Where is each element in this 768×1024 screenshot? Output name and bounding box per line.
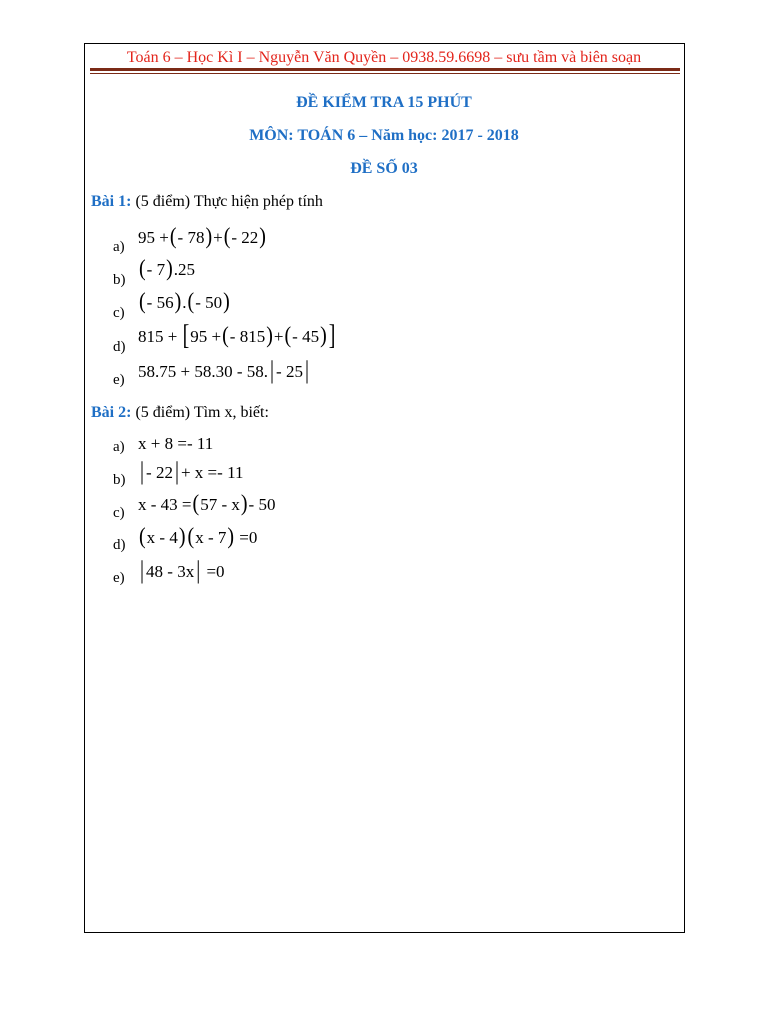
exercise-2-label: Bài 2: (91, 404, 132, 421)
page-header: Toán 6 – Học Kì I – Nguyễn Văn Quyền – 0938.59.6698 – sưu tầm và biên soạn (126, 49, 642, 66)
math-delimiter: ( (223, 224, 231, 250)
math-delimiter: | (196, 556, 201, 585)
math-delimiter: ) (259, 224, 266, 250)
exercise-2-item-a-label: a) (113, 439, 125, 455)
math-delimiter: ) (266, 323, 273, 349)
header-rule-thick (90, 68, 680, 71)
exercise-1-item-c-expression: (- 56).(- 50) (139, 289, 230, 315)
exam-title: ĐỀ KIỂM TRA 15 PHÚT (296, 94, 472, 111)
exercise-1-label: Bài 1: (91, 193, 132, 210)
header-rule-thin (90, 73, 680, 74)
math-delimiter: ( (169, 224, 177, 250)
math-delimiter: ) (178, 524, 186, 550)
math-delimiter: | (270, 356, 275, 385)
math-delimiter: ( (222, 323, 229, 349)
exercise-2-item-b-expression: | - 22 | + x =- 11 (140, 457, 244, 486)
exercise-1-item-d-label: d) (113, 339, 126, 355)
exercise-2-item-e-label: e) (113, 570, 125, 586)
math-delimiter: | (304, 356, 309, 385)
exercise-1-item-b-label: b) (113, 272, 126, 288)
exercise-1-item-b-expression: (- 7).25 (139, 256, 196, 282)
exercise-2-item-c-label: c) (113, 505, 125, 521)
exercise-1-item-a-label: a) (113, 239, 125, 255)
exercise-1-heading (91, 191, 323, 213)
math-delimiter: ( (192, 491, 200, 517)
exercise-1-item-e-label: e) (113, 372, 125, 388)
math-delimiter: ) (223, 289, 230, 315)
math-delimiter: ( (139, 524, 146, 550)
exercise-2-item-e-expression: | 48 - 3x | =0 (140, 556, 225, 585)
exercise-2-item-c-expression: x - 43 =(57 - x)- 50 (138, 491, 276, 517)
exercise-2-item-d-expression: (x - 4) (x - 7) =0 (139, 524, 258, 550)
math-delimiter: | (140, 556, 145, 585)
math-delimiter: ) (166, 256, 173, 282)
exercise-2-instruction: (5 điểm) Tìm x, biết: (135, 404, 269, 421)
exercise-2-item-b-label: b) (113, 472, 126, 488)
math-delimiter: ( (139, 289, 146, 315)
math-delimiter: ) (205, 224, 213, 250)
exercise-2-item-a-expression: x + 8 =- 11 (138, 434, 214, 453)
math-delimiter: | (140, 457, 145, 486)
exercise-1-item-e-expression: 58.75 + 58.30 - 58. | - 25 | (138, 356, 309, 385)
exercise-1-item-a-expression: 95 +(- 78)+(- 22) (138, 224, 266, 250)
exercise-2-item-d-label: d) (113, 537, 126, 553)
exercise-1-instruction: (5 điểm) Thực hiện phép tính (135, 193, 323, 210)
math-delimiter: ( (187, 289, 195, 315)
exercise-1-item-c-label: c) (113, 305, 125, 321)
math-delimiter: ] (328, 320, 336, 351)
math-delimiter: ) (320, 323, 327, 349)
math-delimiter: [ (182, 320, 190, 351)
exam-number: ĐỀ SỐ 03 (350, 160, 418, 177)
math-delimiter: | (174, 457, 179, 486)
math-delimiter: ) (240, 491, 248, 517)
exam-subject: MÔN: TOÁN 6 – Năm học: 2017 - 2018 (249, 127, 519, 144)
math-delimiter: ( (187, 524, 195, 550)
math-delimiter: ( (139, 256, 146, 282)
math-delimiter: ( (284, 323, 292, 349)
math-delimiter: ) (227, 524, 235, 550)
exercise-2-heading (91, 402, 269, 424)
math-delimiter: ) (174, 289, 182, 315)
exercise-1-item-d-expression: 815 + [95 +(- 815)+(- 45) ] (138, 320, 336, 351)
